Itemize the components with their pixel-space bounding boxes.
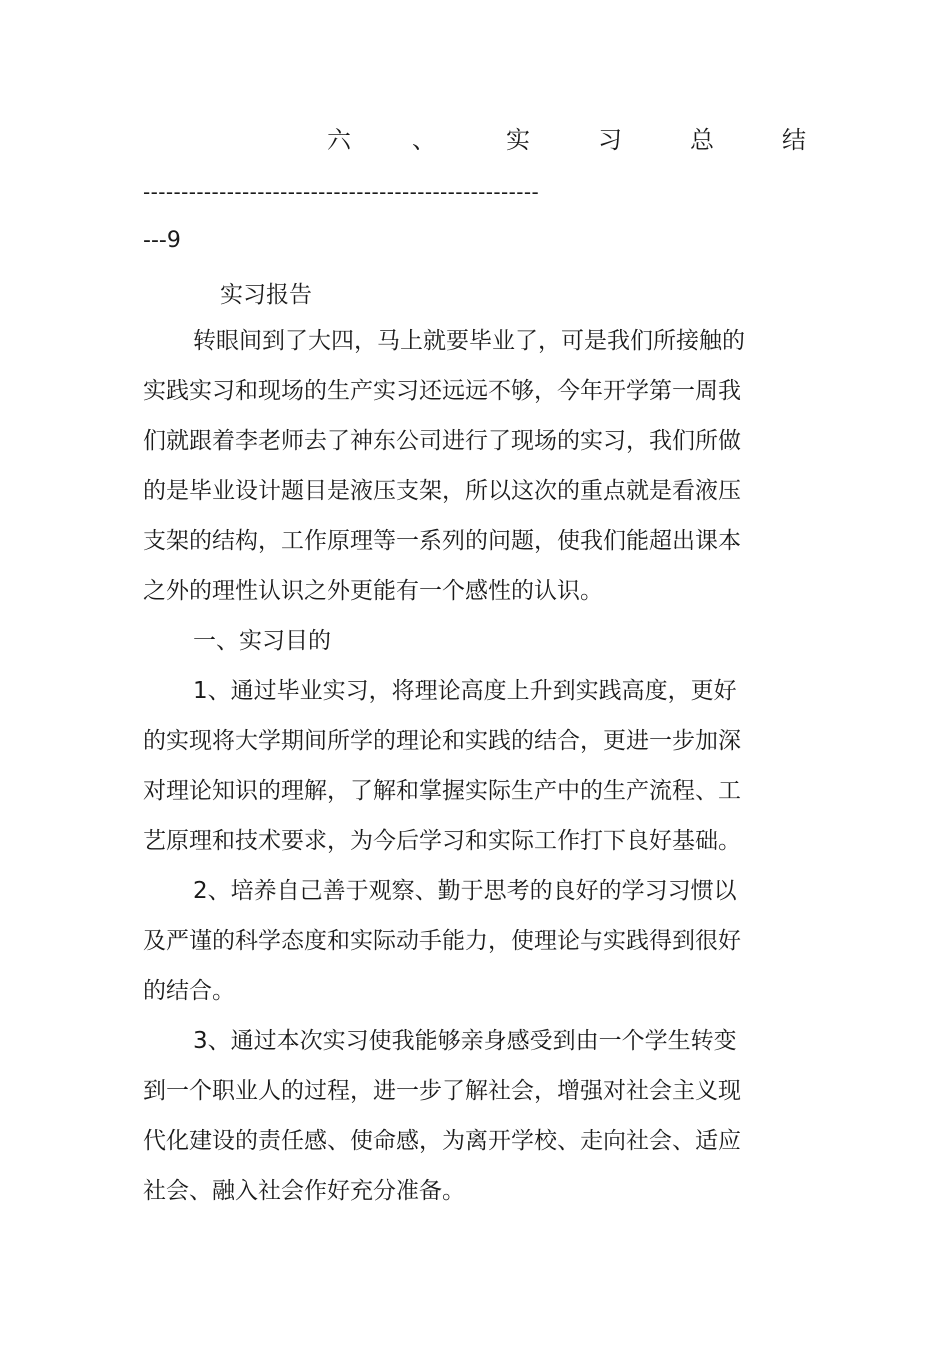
report-title: 实习报告 [220, 282, 312, 308]
text-line: 对理论知识的理解，了解和掌握实际生产中的生产流程、工 [143, 778, 741, 804]
toc-char: 、 [412, 126, 436, 154]
toc-char: 总 [690, 126, 714, 154]
text-line: 及严谨的科学态度和实际动手能力，使理论与实践得到很好 [143, 928, 741, 954]
text-line: 的是毕业设计题目是液压支架，所以这次的重点就是看液压 [143, 478, 741, 504]
text-line: 代化建设的责任感、使命感，为离开学校、走向社会、适应 [143, 1128, 741, 1154]
text-line: 们就跟着李老师去了神东公司进行了现场的实习，我们所做 [143, 428, 741, 454]
text-line: 到一个职业人的过程，进一步了解社会，增强对社会主义现 [143, 1078, 741, 1104]
paragraph-goal-2 [143, 866, 743, 1016]
text-line: 实践实习和现场的生产实习还远远不够，今年开学第一周我 [143, 378, 741, 404]
text-line: 3、通过本次实习使我能够亲身感受到由一个学生转变 [193, 1028, 737, 1054]
paragraph-goal-1 [143, 666, 743, 866]
text-line: 的实现将大学期间所学的理论和实践的结合，更进一步加深 [143, 728, 741, 754]
toc-page-number: ---9 [143, 228, 181, 253]
toc-char: 习 [598, 126, 622, 154]
toc-char: 实 [506, 126, 530, 154]
text-line: 支架的结构，工作原理等一系列的问题，使我们能超出课本 [143, 528, 741, 554]
paragraph-goal-3 [143, 1016, 743, 1216]
text-line: 社会、融入社会作好充分准备。 [143, 1178, 465, 1204]
paragraph-intro [143, 316, 743, 616]
text-line: 2、培养自己善于观察、勤于思考的良好的学习习惯以 [193, 878, 737, 904]
toc-char: 六 [327, 126, 351, 154]
text-line: 的结合。 [143, 978, 235, 1004]
text-line: 之外的理性认识之外更能有一个感性的认识。 [143, 578, 603, 604]
toc-entry [0, 120, 950, 160]
toc-char: 结 [782, 126, 806, 154]
text-line: 转眼间到了大四，马上就要毕业了，可是我们所接触的 [193, 328, 745, 354]
toc-leader-dashes: ---------------------------------------------------- [143, 180, 540, 204]
section-heading [143, 616, 743, 666]
text-line: 一、实习目的 [193, 628, 331, 654]
text-line: 1、通过毕业实习，将理论高度上升到实践高度，更好 [193, 678, 737, 704]
text-line: 艺原理和技术要求，为今后学习和实际工作打下良好基础。 [143, 828, 741, 854]
